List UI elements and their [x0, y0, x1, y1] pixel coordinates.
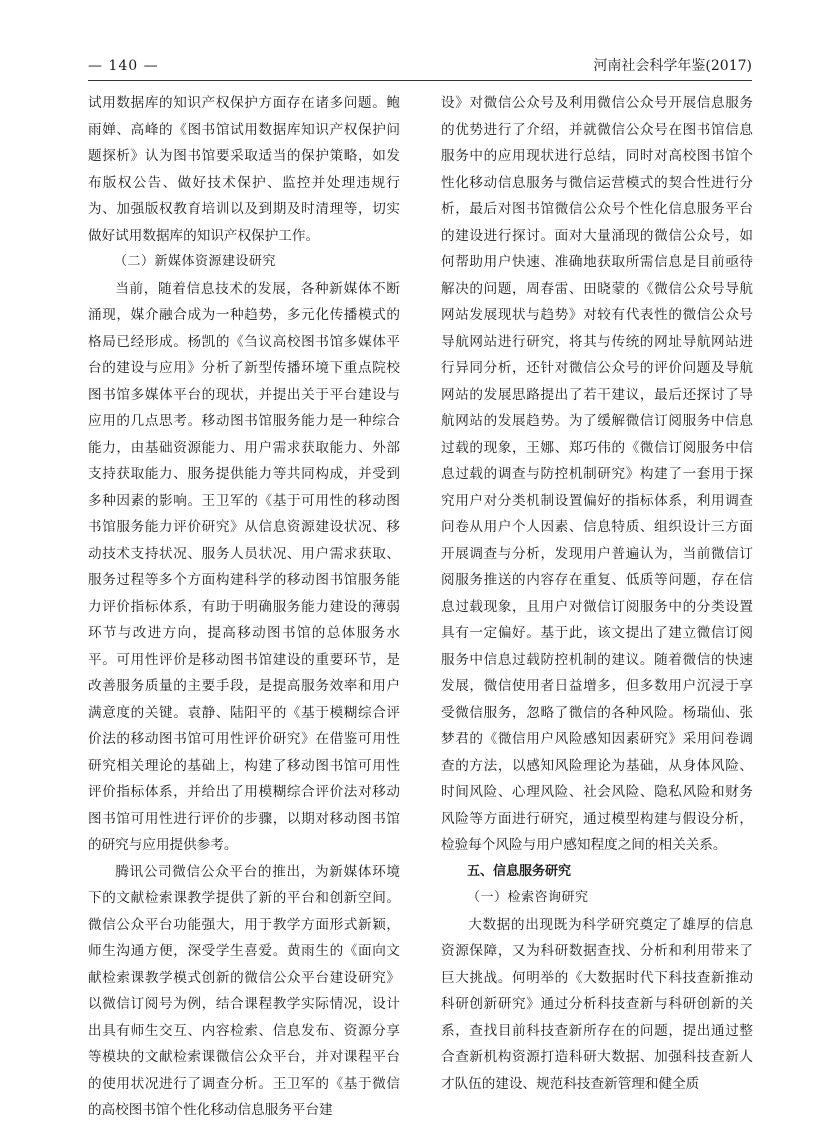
page-header	[88, 55, 752, 77]
paragraph: 大数据的出现既为科学研究奠定了雄厚的信息资源保障，又为科研数据查找、分析和利用带来了巨大挑战。何明举的《大数据时代下科技查新推动科研创新研究》通过分析科技查新与科研创新的关系，查找目前科技查新所存在的问题，提出通过整合查新机构资源打造科研大数据、加强科技查新人才队伍的建设、规范科技查新管理和健全质	[441, 916, 753, 1092]
section-heading: （二）新媒体资源建设研究	[114, 254, 277, 269]
chapter-heading: 五、信息服务研究	[467, 863, 572, 879]
header-rule	[88, 80, 752, 81]
paragraph: 当前，随着信息技术的发展，各种新媒体不断涌现，媒介融合成为一种趋势，多元化传播模式的格局已经形成。杨凯的《刍议高校图书馆多媒体平台的建设与应用》分析了新型传播环境下重点院校图书馆多媒体平台的现状，并提出关于平台建设与应用的几点思考。移动图书馆服务能力是一种综合能力，由基础资源能力、用户需求获取能力、外部支持获取能力、服务提供能力等共同构成，并受到多种因素的影响。王卫军的《基于可用性的移动图书馆服务能力评价研究》从信息资源建设状况、移动技术支持状况、服务人员状况、用户需求获取、服务过程等多个方面构建科学的移动图书馆服务能力评价指标体系，有助于明确服务能力建设的薄弱环节与改进方向，提高移动图书馆的总体服务水平。可用性评价是移动图书馆建设的重要环节，是改善服务质量的主要手段，是提高服务效率和用户满意度的关键。袁静、陆阳平的《基于模糊综合评价法的移动图书馆可用性评价研究》在借鉴可用性研究相关理论的基础上，构建了移动图书馆可用性评价指标体系，并给出了用模糊综合评价法对移动图书馆可用性进行评价的步骤，以期对移动图书馆的研究与应用提供参考。	[88, 280, 400, 853]
paragraph: 设》对微信公众号及利用微信公众号开展信息服务的优势进行了介绍，并就微信公众号在图书馆信息服务中的应用现状进行总结，同时对高校图书馆个性化移动信息服务与微信运营模式的契合性进行分析，最后对图书馆微信公众号个性化信息服务平台的建设进行探讨。面对大量涌现的微信公众号，如何帮助用户快速、准确地获取所需信息是目前亟待解决的问题，周春雷、田晓蒙的《微信公众号导航网站发展现状与趋势》对较有代表性的微信公众号导航网站进行研究，将其与传统的网址导航网站进行异同分析，还针对微信公众号的评价问题及导航网站的发展思路提出了若干建议，最后还探讨了导航网站的发展趋势。为了缓解微信订阅服务中信息过载的现象，王娜、郑巧伟的《微信订阅服务中信息过载的调查与防控机制研究》构建了一套用于探究用户对分类机制设置偏好的指标体系，利用调查问卷从用户个人因素、信息特质、组织设计三方面开展调查与分析，发现用户普遍认为，当前微信订阅服务推送的内容存在重复、低质等问题，存在信息过载现象，且用户对微信订阅服务中的分类设置具有一定偏好。基于此，该文提出了建立微信订阅服务中信息过载防控机制的建议。随着微信的快速发展，微信使用者日益增多，但多数用户沉浸于享受微信服务，忽略了微信的各种风险。杨瑞仙、张梦君的《微信用户风险感知因素研究》采用问卷调查的方法，以感知风险理论为基础，从身体风险、时间风险、心理风险、社会风险、隐私风险和财务风险等方面进行研究，通过模型构建与假设分析，检验每个风险与用户感知程度之间的相关关系。	[441, 95, 753, 853]
page-number: — 140 —	[88, 58, 159, 74]
paragraph: 腾讯公司微信公众平台的推出，为新媒体环境下的文献检索课教学提供了新的平台和创新空间。微信公众平台功能强大，用于教学方面形式新颖，师生沟通方便，深受学生喜爱。黄雨生的《面向文献检索课教学模式创新的微信公众平台建设研究》以微信订阅号为例，结合课程教学实际情况，设计出具有师生交互、内容检索、信息发布、资源分享等模块的文献检索课微信公众平台，并对课程平台的使用状况进行了调查分析。王卫军的《基于微信的高校图书馆个性化移动信息服务平台建	[88, 863, 400, 1118]
left-column	[88, 90, 400, 1124]
running-title: 河南社会科学年鉴(2017)	[593, 58, 752, 74]
right-column	[441, 90, 753, 1097]
section-heading: （一）检索咨询研究	[467, 890, 589, 905]
paragraph: 试用数据库的知识产权保护方面存在诸多问题。鲍雨婵、高峰的《图书馆试用数据库知识产权保护问题探析》认为图书馆要采取适当的保护策略，如发布版权公告、做好技术保护、监控并处理违规行为、加强版权教育培训以及到期及时清理等，切实做好试用数据库的知识产权保护工作。	[88, 95, 400, 244]
